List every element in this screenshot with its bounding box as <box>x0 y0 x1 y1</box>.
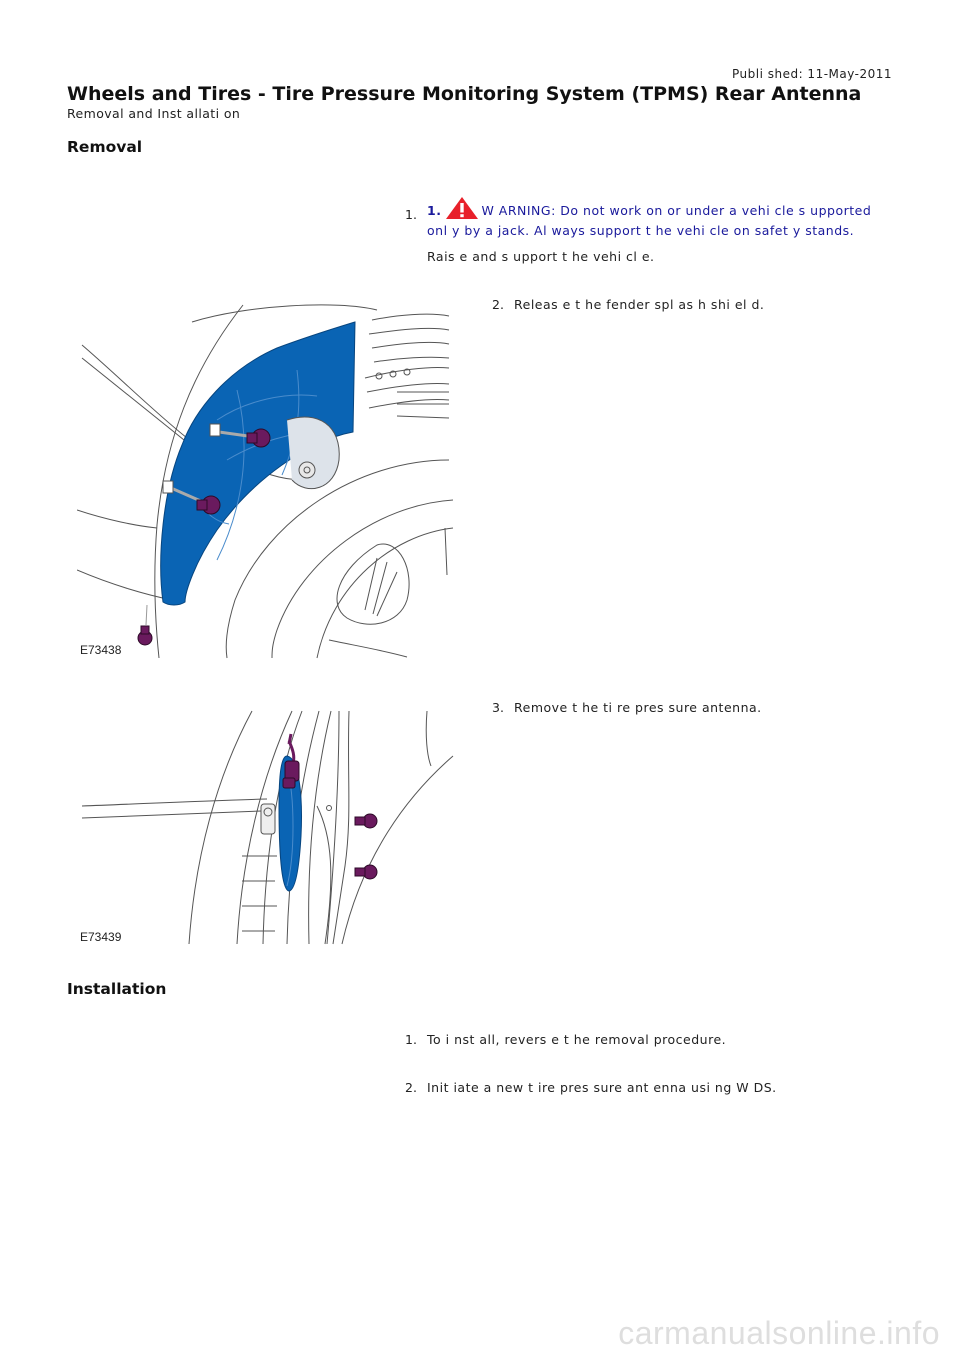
published-date: Publi shed: 11-May-2011 <box>731 67 892 81</box>
step-number: 3. <box>492 700 504 715</box>
step-text: To i nst all, revers e t he removal procedure. <box>427 1032 727 1047</box>
figure-tire-pressure-antenna <box>77 706 455 946</box>
figure-label: E73439 <box>80 930 122 944</box>
fender-splash-shield-illustration <box>77 300 455 660</box>
figure-fender-splash-shield <box>77 300 455 660</box>
tire-pressure-antenna-illustration <box>77 706 455 946</box>
step-number: 1. <box>405 1032 417 1047</box>
step-text: Init iate a new t ire pres sure ant enna usi ng W DS. <box>427 1080 777 1095</box>
page-title: Wheels and Tires - Tire Pressure Monitoring System (TPMS) Rear Antenna <box>67 83 862 105</box>
step-number: 2. <box>405 1080 417 1095</box>
step-text: Remove t he ti re pres sure antenna. <box>514 700 762 715</box>
page-subtitle: Removal and Inst allati on <box>67 106 241 121</box>
installation-heading: Installation <box>67 980 167 998</box>
step-number: 2. <box>492 297 504 312</box>
watermark: carmanualsonline.info <box>618 1315 940 1351</box>
step-text: Rais e and s upport t he vehi cl e. <box>427 249 655 264</box>
figure-label: E73438 <box>80 643 122 657</box>
step-text: Releas e t he fender spl as h shi el d. <box>514 297 765 312</box>
removal-heading: Removal <box>67 138 143 156</box>
step-number: 1. <box>405 207 417 222</box>
warning-triangle-icon <box>445 196 479 223</box>
warning-number: 1. <box>427 203 442 218</box>
warning-text: W ARNING: Do not work on or under a vehi cle s upported onl y by a jack. Al ways support t he vehi cle on safet y stands. <box>427 203 872 238</box>
warning-step <box>427 196 893 238</box>
